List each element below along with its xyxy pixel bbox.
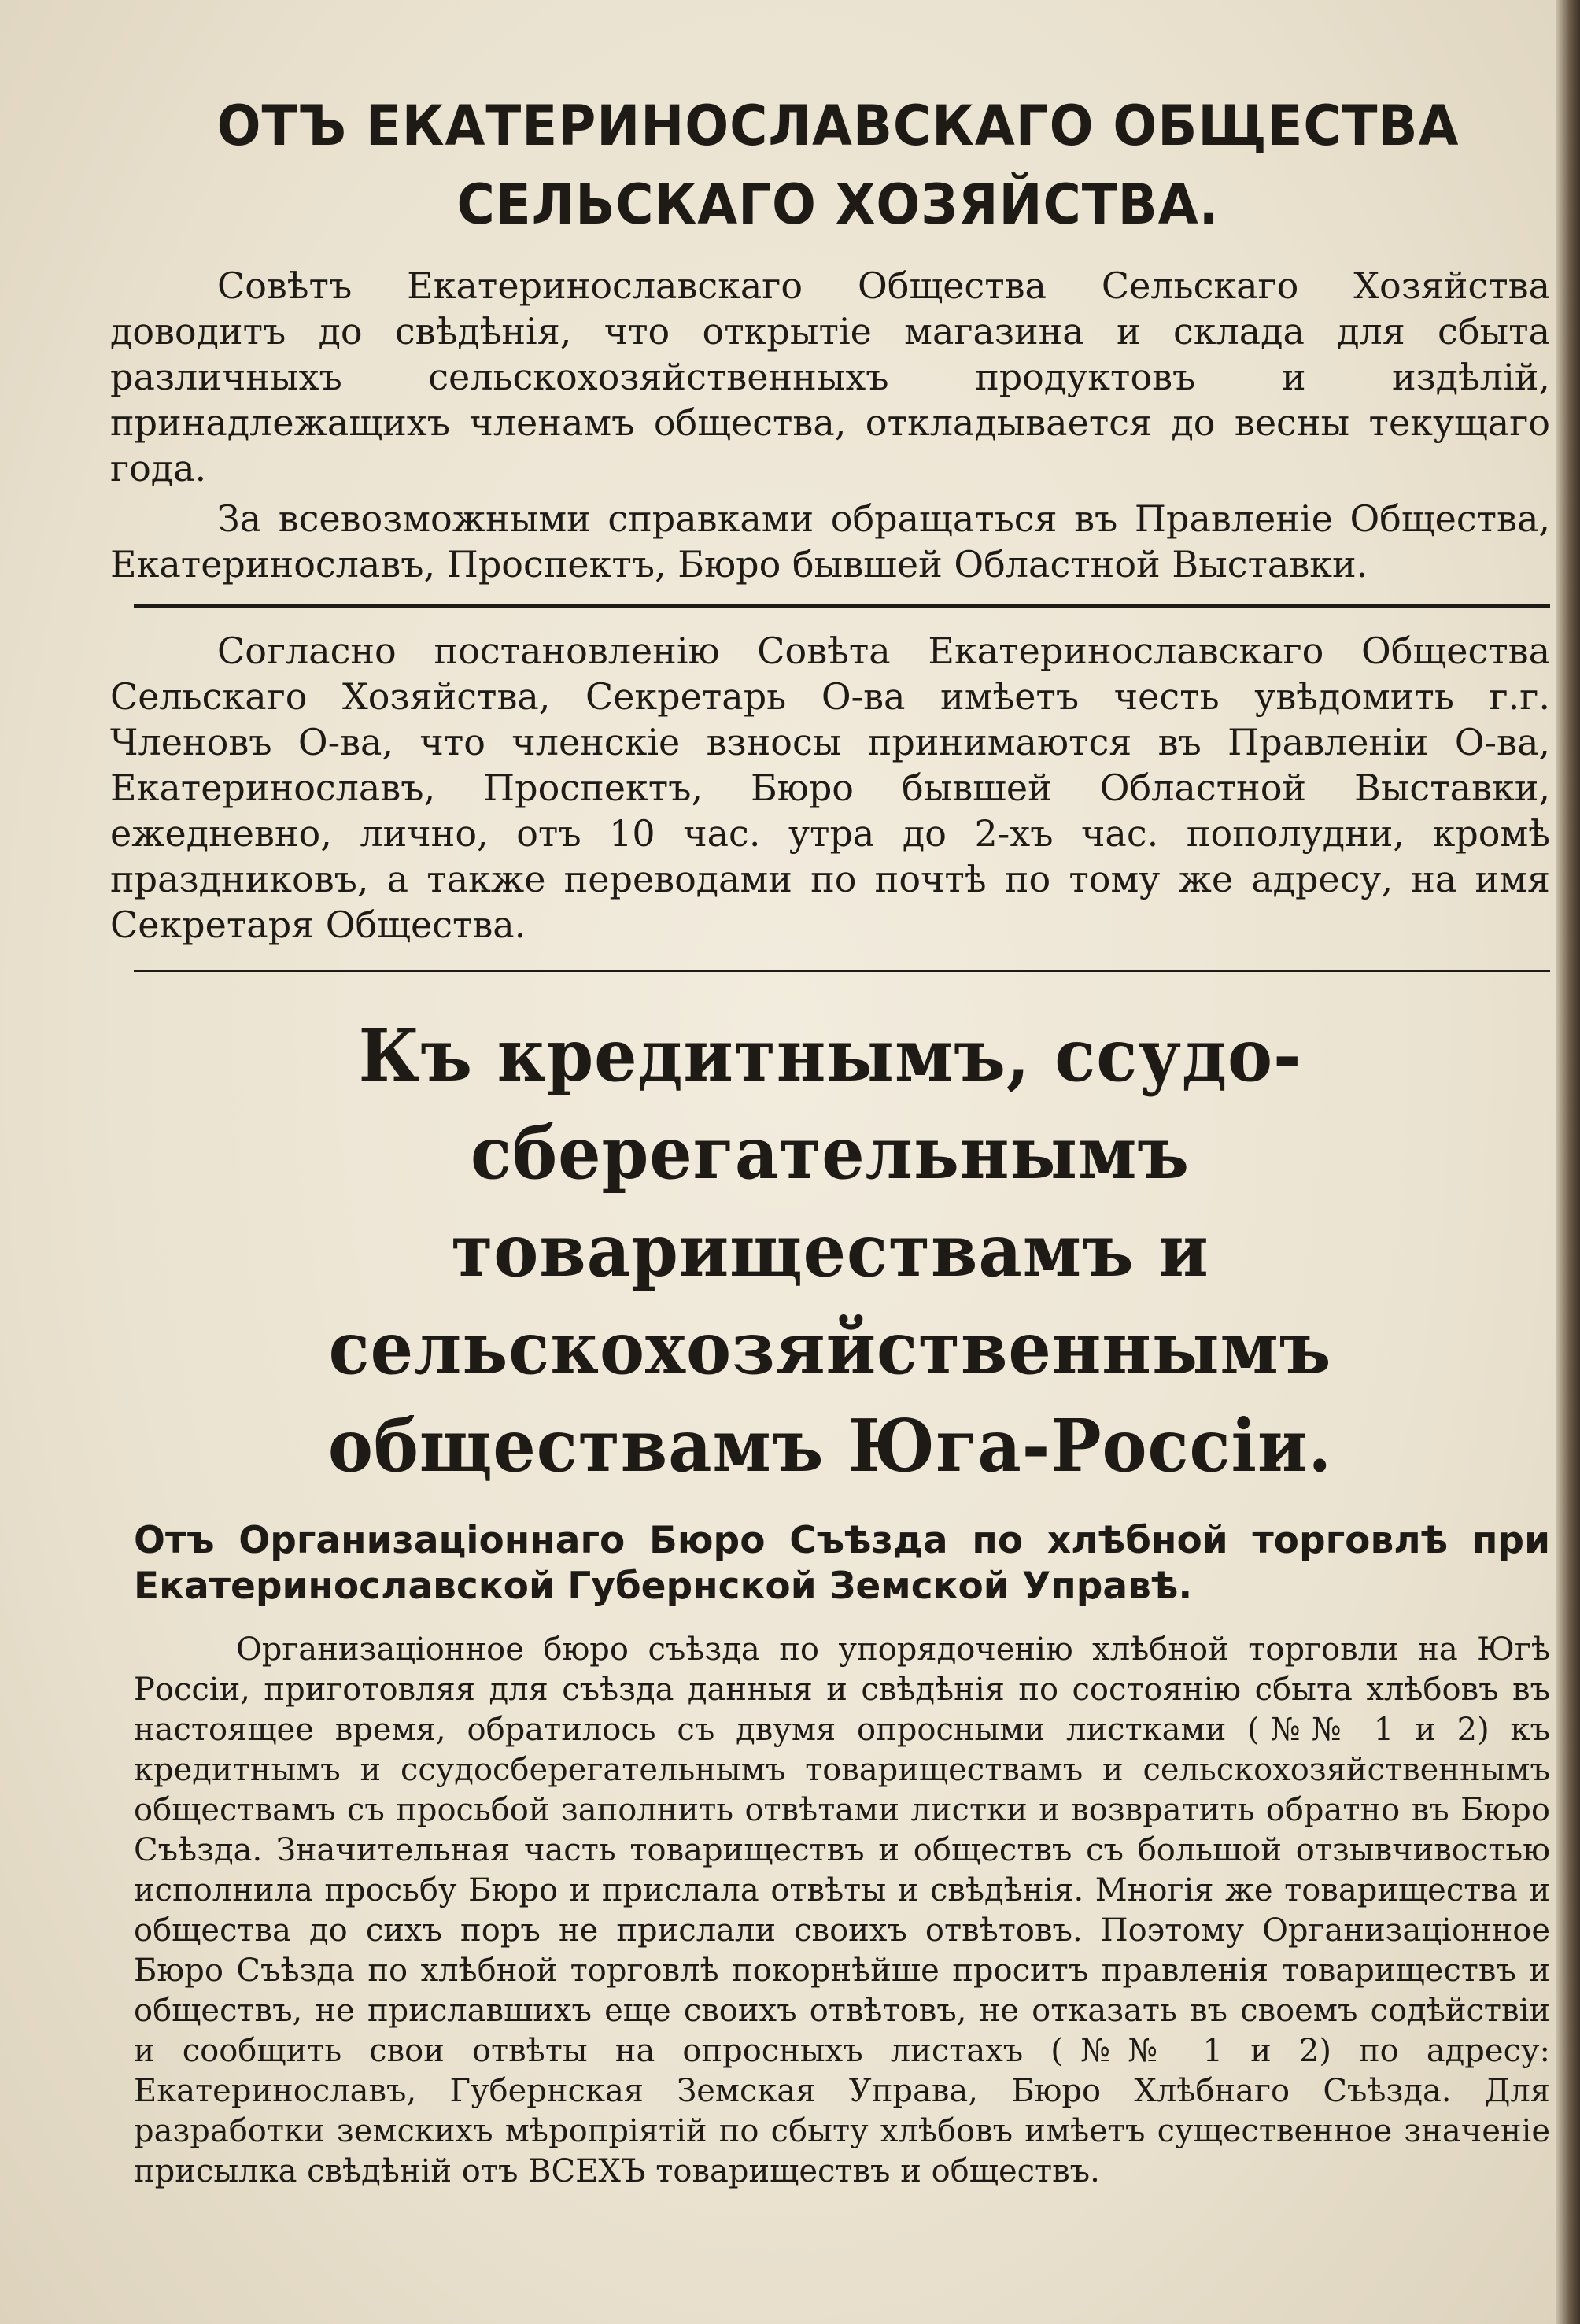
notice-subtitle: Отъ Организаціоннаго Бюро Съѣзда по хлѣбной торговлѣ при Екатеринославской Губернской Земской Управѣ. (134, 1519, 1550, 1608)
divider-1 (134, 604, 1550, 608)
notice-paragraph-shop: Совѣтъ Екатеринославскаго Общества Сельскаго Хозяйства доводитъ до свѣдѣнія, что открытіе магазина и склада для сбыта различныхъ сельскохозяйственныхъ продуктовъ и издѣлій, принадлежащихъ членамъ общества, откладывается до весны текущаго года. (110, 264, 1550, 490)
notice-title: ОТЪ ЕКАТЕРИНОСЛАВСКАГО ОБЩЕСТВА СЕЛЬСКАГО ХОЗЯЙСТВА. (216, 94, 1460, 237)
divider-2 (134, 970, 1550, 972)
display-heading: Къ кредитнымъ, ссудо-сберегательнымъ товариществамъ и сельскохозяйственнымъ обществамъ Юга-Россіи. (327, 1013, 1333, 1488)
notice-paragraph-fees: Согласно постановленію Совѣта Екатеринославскаго Общества Сельскаго Хозяйства, Секретарь О-ва имѣетъ честь увѣдомить г.г. Членовъ О-ва, что членскіе взносы принимаются въ Правленіи О-ва, Екатеринославъ, Проспектъ, Бюро бывшей Областной Выставки, ежедневно, лично, отъ 10 час. утра до 2-хъ час. пополудни, кромѣ праздниковъ, а также переводами по почтѣ по тому же адресу, на имя Секретаря Общества. (110, 630, 1550, 946)
content (110, 87, 1550, 2192)
notice-paragraph-inquiries: За всевозможными справками обращаться въ Правленіе Общества, Екатеринославъ, Проспектъ, Бюро бывшей Областной Выставки. (110, 497, 1550, 586)
notice-membership-fees (110, 628, 1550, 948)
book-spine-edge (1556, 0, 1580, 2324)
notice-body: Организаціонное бюро съѣзда по упорядоченію хлѣбной торговли на Югѣ Россіи, приготовляя для съѣзда данныя и свѣдѣнія по состоянію сбыта хлѣбовъ въ настоящее время, обратилось съ двумя опросными листками (№№ 1 и 2) къ кредитнымъ и ссудосберегательнымъ товариществамъ и сельскохозяйственнымъ обществамъ съ просьбой заполнить отвѣтами листки и возвратить обратно въ Бюро Съѣзда. Значительная часть товариществъ и обществъ съ большой отзывчивостью исполнила просьбу Бюро и прислала отвѣты и свѣдѣнія. Многія же товарищества и общества до сихъ поръ не прислали своихъ отвѣтовъ. Поэтому Организаціонное Бюро Съѣзда по хлѣбной торговлѣ покорнѣйше проситъ правленія товариществъ и обществъ, не приславшихъ еще своихъ отвѣтовъ, не отказать въ своемъ содѣйствіи и сообщить свои отвѣты на опросныхъ листахъ (№№ 1 и 2) по адресу: Екатеринославъ, Губернская Земская Управа, Бюро Хлѣбнаго Съѣзда. Для разработки земскихъ мѣропріятій по сбыту хлѣбовъ имѣетъ существенное значеніе присылка свѣдѣній отъ ВСЕХЪ товариществъ и обществъ. (134, 1631, 1550, 2189)
notice-agricultural-society (110, 87, 1550, 587)
notice-grain-trade-bureau (110, 1007, 1550, 2192)
